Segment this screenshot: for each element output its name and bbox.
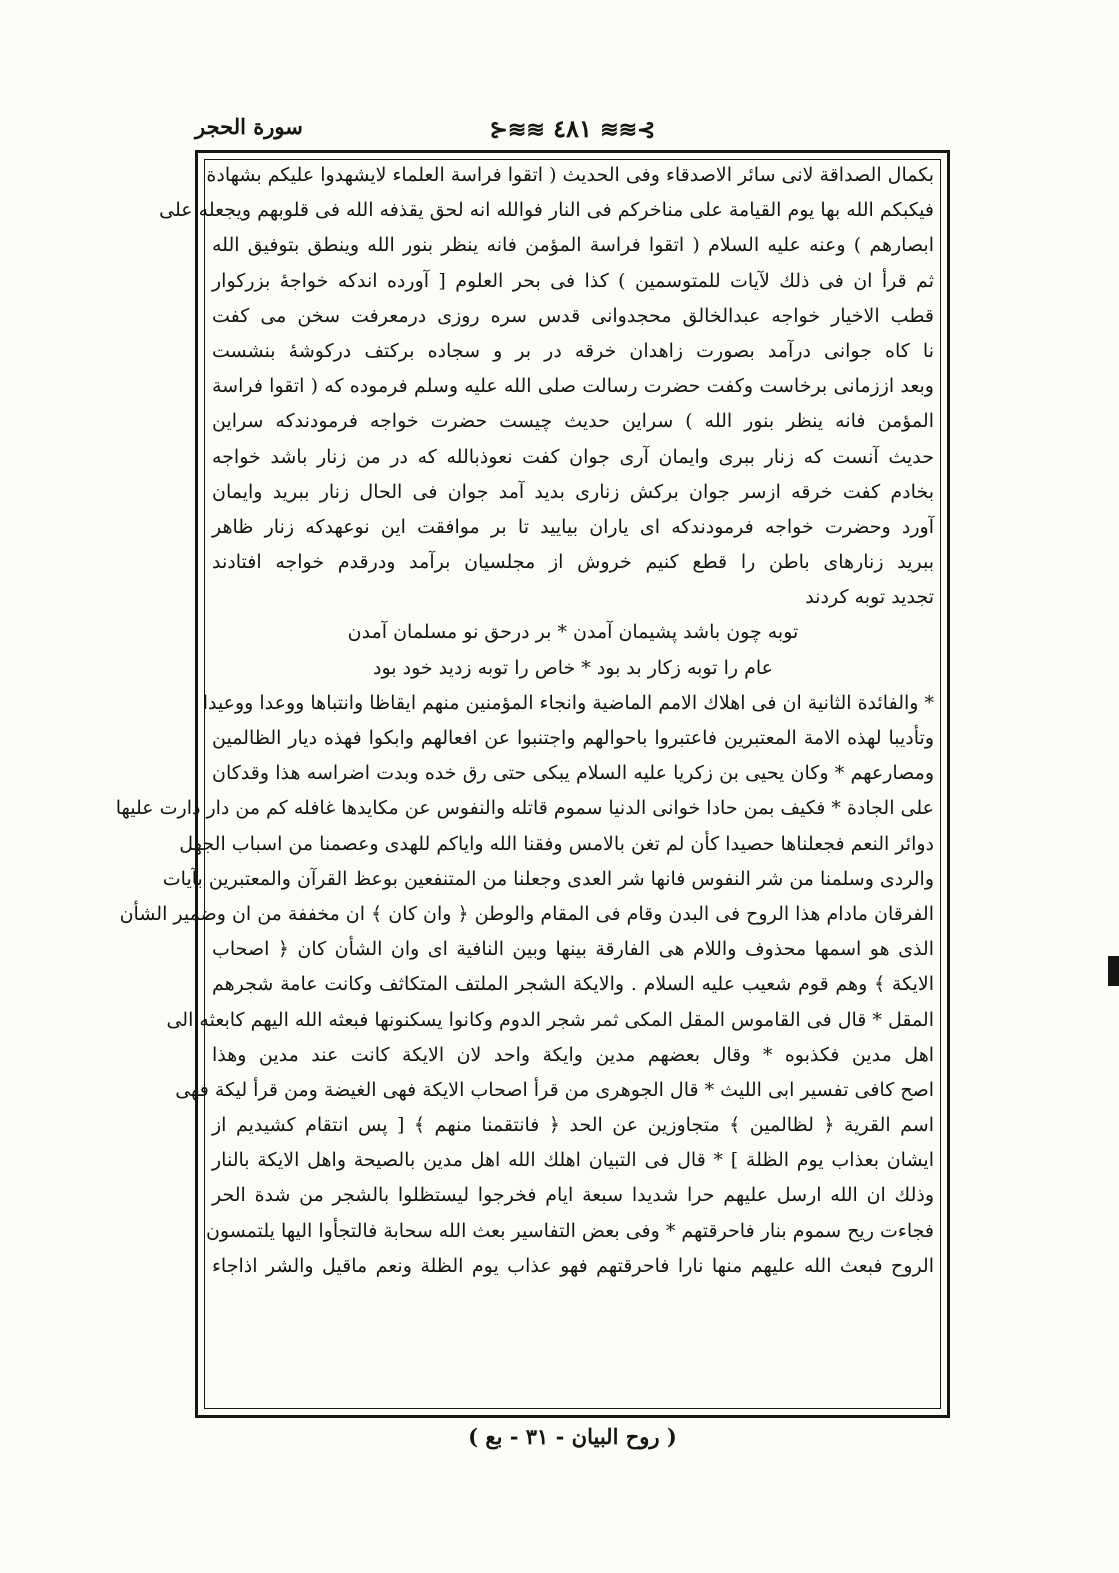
text-line: قطب الاخيار خواجه عبدالخالق محجدوانى قدس سره روزى درمعرفت سخن مى كفت [212,304,934,327]
surah-name: سورة الحجر [195,114,303,139]
text-line: بخادم كفت خرقه ازسر جوان بركش زنارى بديد آمد جوان فى الحال زنار ببريد وايمان [212,480,934,503]
text-line: وذلك ان الله ارسل عليهم حرا شديدا سبعة ايام فخرجوا ليستظلوا بالشجر من شدة الحر [212,1184,934,1207]
text-line: المقل * قال فى القاموس المقل المكى ثمر شجر الدوم وكانوا يسكنونها فبعثه الله اليهم كابعثه الى [166,1008,934,1031]
text-line: ببريد زنارهاى باطن را قطع كنيم خروش از مجلسيان برآمد ودرقدم خواجه افتادند [212,551,934,574]
text-line: فيكبكم الله بها يوم القيامة على مناخركم فى النار فوالله انه لحق يقذفه الله فى قلوبهم ويجعله على [159,199,934,222]
text-line: آورد وحضرت خواجه فرمودندكه اى ياران بياييد تا بر موافقت اين نوعهدكه زنار ظاهر [212,515,934,538]
poem-verse: توبه چون باشد پشيمان آمدن * بر درحق نو مسلمان آمدن [347,621,799,644]
text-line: الروح فبعث الله عليهم منها نارا فاحرقتهم فهو عذاب يوم الظلة ونعم ماقيل والشر اذاجاء [212,1254,934,1277]
page-header [195,108,950,148]
text-line: ثم قرأ ان فى ذلك لآيات للمتوسمين ) كذا فى بحر العلوم [ آورده اندكه خواجهٔ بزركوار [212,269,934,292]
text-line: وتأديبا لهذه الامة المعتبرين فاعتبروا باحوالهم واجتنبوا عن افعالهم وابكوا فهذه ديار الظالمين [212,727,934,749]
text-line: دوائر النعم فجعلناها حصيدا كأن لم تغن بالامس وفقنا الله واياكم للهدى وعصمنا من اسباب الجهل [179,832,934,855]
text-line: حديث آنست كه زنار ببرى وايمان آرى جوان كفت نعوذبالله كه در من زنار باشد خواجه [212,445,934,468]
ornament-left-icon: ⊱≋≋ [489,117,545,143]
edge-marker [1108,956,1119,986]
text-line: تجديد توبه كردند [805,586,934,609]
text-line: بكمال الصداقة لانى سائر الاصدقاء وفى الحديث ( اتقوا فراسة العلماء لايشهدوا عليكم بشهادة [206,164,934,186]
text-line: اسم القرية ﴿ لظالمين ﴾ متجاوزين عن الحد ﴿ فانتقمنا منهم ﴾ [ پس انتقام كشيديم از [212,1114,934,1137]
text-line: اصح كافى تفسير ابى الليث * قال الجوهرى من قرأ اصحاب الايكة فهى الغيضة ومن قرأ ليكة فهى [175,1078,934,1101]
text-line: الايكة ﴾ وهم قوم شعيب عليه السلام . والايكة الشجر الملتف المتكاثف وكانت عامة شجرهم [212,973,934,996]
page-number-block [195,114,950,143]
page-number: ٤٨١ [553,114,592,143]
signature-footer: ( روح البيان - ٣١ - بع ) [468,1424,677,1449]
text-line: * والفائدة الثانية ان فى اهلاك الامم الماضية وانجاء المؤمنين منهم ايقاظا وانتباها ووعدا ووعيدا [202,691,934,714]
poem-verse: عام را توبه زكار بد بود * خاص را توبه زديد خود بود [373,656,773,679]
text-line: اهل مدين فكذبوه * وقال بعضهم مدين وايكة واحد لان الايكة كانت عند مدين وهذا [212,1043,934,1066]
ornament-right-icon: ≋≋⊰ [600,117,656,143]
text-line: المؤمن فانه ينظر بنور الله ) سراين حديث چيست حضرت خواجه فرمودندكه سراين [212,410,934,433]
text-line: الفرقان مادام هذا الروح فى البدن وقام فى المقام والوطن ﴿ وان كان ﴾ ان مخففة من ان وضمير الشأن [119,902,934,925]
text-line: على الجادة * فكيف بمن حادا خوانى الدنيا سموم قاتله والنفوس عن مكايدها غافله كم من دار دارت عليها [115,797,934,820]
text-line: الذى هو اسمها محذوف واللام هى الفارقة بينها وبين النافية اى وان الشأن كان ﴿ اصحاب [212,938,934,961]
text-line: وبعد اززمانى برخاست وكفت حضرت رسالت صلى الله عليه وسلم فرموده كه ( اتقوا فراسة [212,375,934,398]
text-line: فجاءت ريح سموم بنار فاحرقتهم * وفى بعض التفاسير بعث الله سحابة فالتجأوا اليها يلتمسون [205,1219,934,1242]
text-line: ومصارعهم * وكان يحيى بن زكريا عليه السلام يبكى حتى رق خده وبدت اضراسه هذا وقدكان [212,762,934,785]
text-line: نا كاه جوانى درآمد بصورت زاهدان خرقه در بر و سجاده بركتف دركوشهٔ بنشست [212,339,934,362]
text-line: ابصارهم ) وعنه عليه السلام ( اتقوا فراسة المؤمن فانه ينظر بنور الله وينطق بتوفيق الله [212,234,934,257]
main-text [115,158,934,1284]
text-line: والردى وسلمنا من شر النفوس فانها شر العدى وجعلنا من المتنفعين بوعظ القرآن والمعتبرين بآيات [162,867,934,890]
text-line: ايشان بعذاب يوم الظلة ] * قال فى التبيان اهلك الله اهل مدين بالصيحة واهل الايكة بالنار [212,1149,934,1172]
